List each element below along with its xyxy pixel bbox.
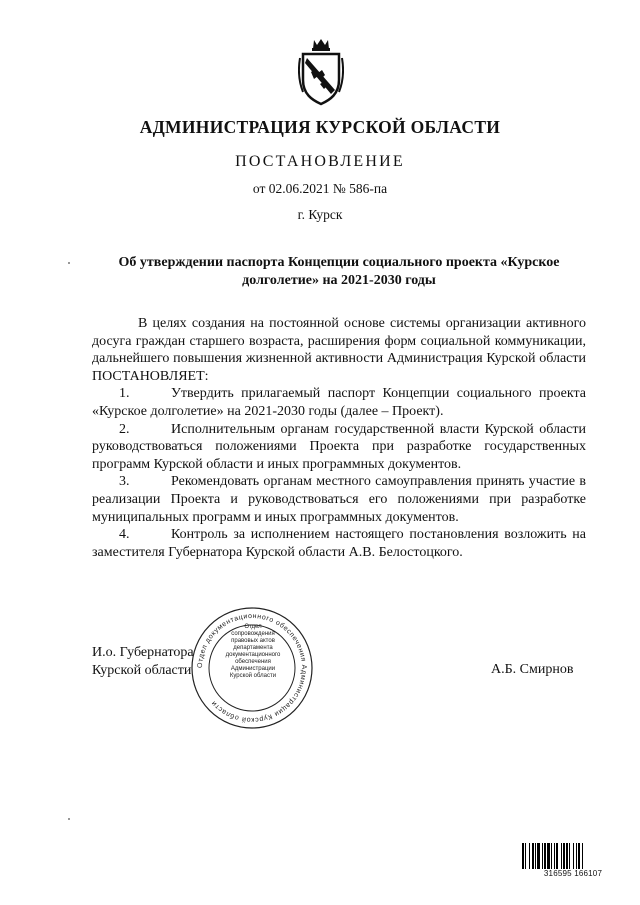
list-item [92, 385, 586, 420]
subject-line-2: долголетие» на 2021-2030 годы [242, 273, 436, 288]
list-item [92, 473, 586, 526]
stamp-line: Отдел [244, 624, 262, 630]
list-item [92, 526, 586, 561]
stamp-line: сопровождения [231, 631, 275, 637]
stamp-ring-text: Отдел документационного обеспечения Администрации Курской области [196, 612, 308, 724]
signatory-position-line-1: И.о. Губернатора [92, 645, 194, 660]
subject-line-1: Об утверждении паспорта Концепции социального проекта «Курское [118, 255, 560, 270]
scan-speck [68, 262, 70, 264]
stamp-line: департамента [233, 645, 273, 651]
barcode-number: 316595 166107 [543, 869, 603, 878]
document-date-number: от 02.06.2021 № 586-па [252, 181, 388, 196]
organization-title: АДМИНИСТРАЦИЯ КУРСКОЙ ОБЛАСТИ [139, 117, 501, 137]
signatory-name: А.Б. Смирнов [491, 662, 574, 677]
item-number: 2. [119, 421, 130, 437]
signatory-position [92, 644, 194, 680]
signatory-position-line-2: Курской области [92, 663, 192, 678]
item-number: 1. [119, 386, 130, 402]
stamp-line: Курской области [229, 673, 277, 679]
stamp-line: обеспечения [235, 659, 271, 665]
item-text: Утвердить прилагаемый паспорт Концепции социального проекта «Курское долголетие» на 2021-2030 годы (далее – Проект). [92, 386, 586, 419]
stamp-center-text [224, 624, 282, 680]
stamp-line: Администрации [230, 666, 276, 672]
document-city: г. Курск [297, 207, 343, 222]
stamp-line: документационного [225, 652, 281, 658]
item-number: 4. [119, 527, 130, 543]
scan-speck [68, 818, 70, 820]
item-text: Исполнительным органам государственной власти Курской области руководствоваться положениями Проекта при разработке государственных программ Курской области и иных программных документов. [92, 421, 586, 472]
list-item [92, 421, 586, 474]
stamp-line: правовых актов [231, 638, 275, 644]
document-subject [92, 254, 586, 290]
item-text: Контроль за исполнением настоящего постановления возложить на заместителя Губернатора Курской области А.В. Белостоцкого. [92, 527, 586, 560]
item-number: 3. [119, 474, 130, 490]
preamble-paragraph: В целях создания на постоянной основе системы организации активного досуга граждан старшего возраста, расширения форм социальной коммуникации, дальнейшего повышения жизненной активности Администрация Курской области ПОСТАНОВЛЯЕТ: [92, 316, 586, 384]
document-body [92, 315, 586, 561]
item-text: Рекомендовать органам местного самоуправления принять участие в реализации Проекта и руководствоваться его положениями при разработке муниципальных программ и иных программных документов. [92, 474, 586, 525]
coat-of-arms-icon [298, 36, 344, 106]
document-type: ПОСТАНОВЛЕНИЕ [235, 153, 405, 170]
